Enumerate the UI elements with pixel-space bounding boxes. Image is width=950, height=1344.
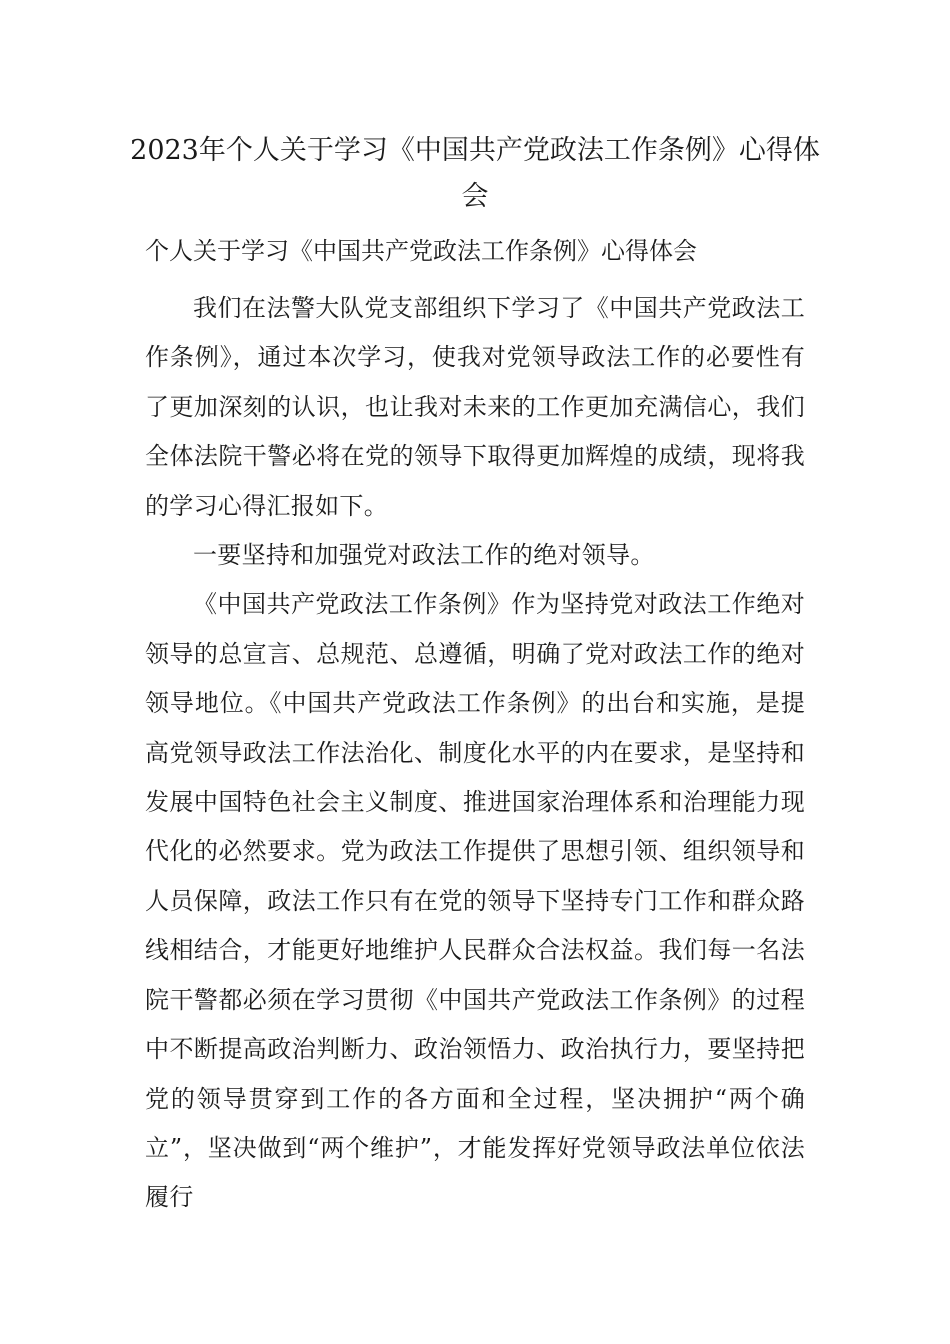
document-title: 2023年个人关于学习《中国共产党政法工作条例》心得体会 [130,135,820,212]
paragraph-section-heading: 一要坚持和加强党对政法工作的绝对领导。 [193,541,655,570]
paragraph-intro: 我们在法警大队党支部组织下学习了《中国共产党政法工作条例》，通过本次学习，使我对党领导政法工作的必要性有了更加深刻的认识，也让我对未来的工作更加充满信心，我们全体法院干警必将在党的领导下取得更加辉煌的成绩，现将我的学习心得汇报如下。 [145,294,805,520]
document-subtitle: 个人关于学习《中国共产党政法工作条例》心得体会 [145,237,697,265]
paragraph-section-body: 《中国共产党政法工作条例》作为坚持党对政法工作绝对领导的总宣言、总规范、总遵循，明确了党对政法工作的绝对领导地位。《中国共产党政法工作条例》的出台和实施，是提高党领导政法工作法治化、制度化水平的内在要求，是坚持和发展中国特色社会主义制度、推进国家治理体系和治理能力现代化的必然要求。党为政法工作提供了思想引领、组织领导和人员保障，政法工作只有在党的领导下坚持专门工作和群众路线相结合，才能更好地维护人民群众合法权益。我们每一名法院干警都必须在学习贯彻《中国共产党政法工作条例》的过程中不断提高政治判断力、政治领悟力、政治执行力，要坚持把党的领导贯穿到工作的各方面和全过程，坚决拥护“两个确立”，坚决做到“两个维护”，才能发挥好党领导政法单位依法履行 [145,590,805,1212]
document-body [145,284,805,1223]
